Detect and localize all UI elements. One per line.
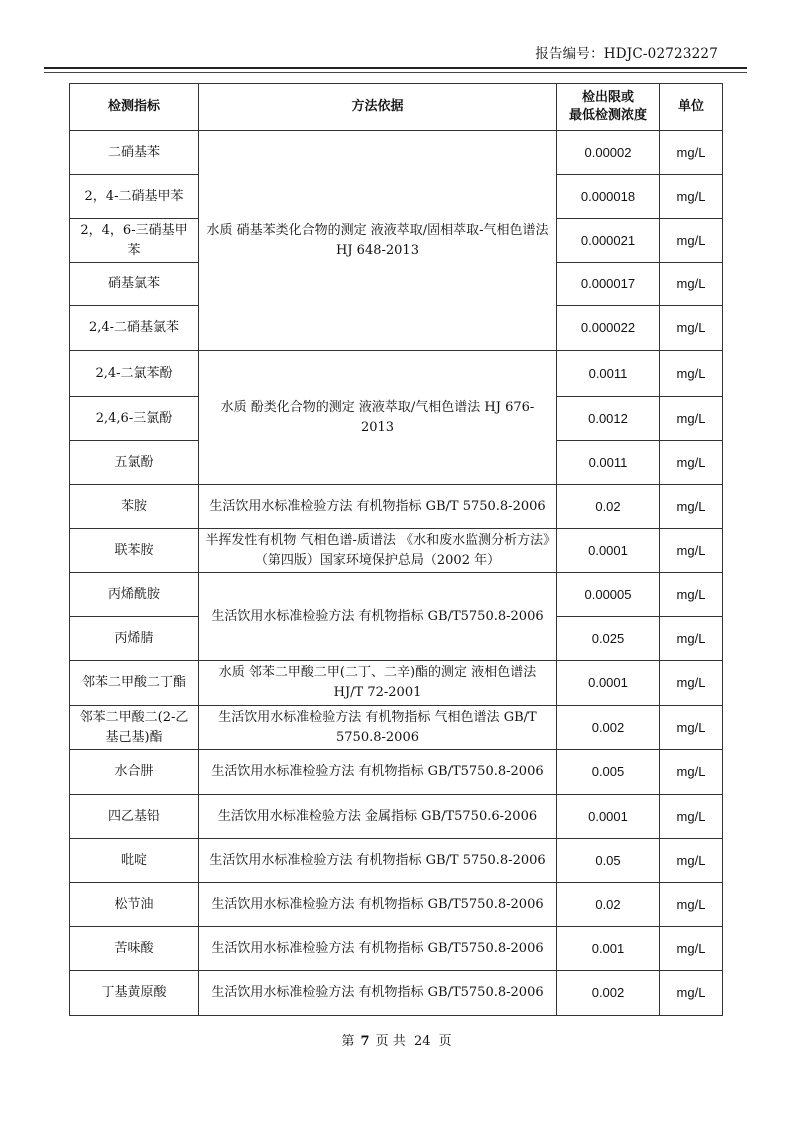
limit-cell: 0.05 xyxy=(557,839,660,883)
limit-cell: 0.0001 xyxy=(557,661,660,706)
method-cell: 生活饮用水标准检验方法 有机物指标 GB/T5750.8-2006 xyxy=(199,750,557,795)
unit-cell: mg/L xyxy=(660,839,723,883)
method-cell: 水质 硝基苯类化合物的测定 液液萃取/固相萃取-气相色谱法 HJ 648-2013 xyxy=(199,131,557,351)
header-limit-line1: 检出限或 xyxy=(581,90,634,105)
limit-cell: 0.0001 xyxy=(557,529,660,573)
limit-cell: 0.005 xyxy=(557,750,660,795)
limit-cell: 0.02 xyxy=(557,485,660,529)
unit-cell: mg/L xyxy=(660,485,723,529)
total-page-count: 24 xyxy=(413,1034,431,1049)
unit-cell: mg/L xyxy=(660,529,723,573)
limit-cell: 0.0011 xyxy=(557,441,660,485)
method-cell: 生活饮用水标准检验方法 有机物指标 GB/T 5750.8-2006 xyxy=(199,839,557,883)
unit-cell: mg/L xyxy=(660,927,723,971)
unit-cell: mg/L xyxy=(660,971,723,1016)
footer-suffix: 页 xyxy=(438,1034,452,1049)
indicator-cell: 苯胺 xyxy=(70,485,199,529)
method-cell: 生活饮用水标准检验方法 有机物指标 GB/T5750.8-2006 xyxy=(199,883,557,927)
page-footer xyxy=(0,1030,793,1049)
indicator-cell: 水合肼 xyxy=(70,750,199,795)
indicator-cell: 2,4,6-三氯酚 xyxy=(70,397,199,441)
unit-cell: mg/L xyxy=(660,397,723,441)
indicator-cell: 丁基黄原酸 xyxy=(70,971,199,1016)
unit-cell: mg/L xyxy=(660,617,723,661)
header-indicator: 检测指标 xyxy=(70,84,199,131)
unit-cell: mg/L xyxy=(660,263,723,306)
limit-cell: 0.025 xyxy=(557,617,660,661)
unit-cell: mg/L xyxy=(660,661,723,706)
indicator-cell: 苦味酸 xyxy=(70,927,199,971)
table-row xyxy=(70,750,723,795)
method-cell: 水质 邻苯二甲酸二甲(二丁、二辛)酯的测定 液相色谱法 HJ/T 72-2001 xyxy=(199,661,557,706)
indicator-cell: 五氯酚 xyxy=(70,441,199,485)
indicator-cell: 硝基氯苯 xyxy=(70,263,199,306)
indicator-cell: 丙烯酰胺 xyxy=(70,573,199,617)
unit-cell: mg/L xyxy=(660,706,723,750)
indicator-cell: 吡啶 xyxy=(70,839,199,883)
unit-cell: mg/L xyxy=(660,795,723,839)
table-row xyxy=(70,971,723,1016)
unit-cell: mg/L xyxy=(660,573,723,617)
footer-prefix: 第 xyxy=(341,1034,355,1049)
header-rule-thin xyxy=(44,72,747,73)
method-cell: 生活饮用水标准检验方法 有机物指标 GB/T 5750.8-2006 xyxy=(199,485,557,529)
unit-cell: mg/L xyxy=(660,219,723,263)
table-row xyxy=(70,927,723,971)
indicator-cell: 联苯胺 xyxy=(70,529,199,573)
limit-cell: 0.002 xyxy=(557,971,660,1016)
header-limit xyxy=(557,84,660,131)
unit-cell: mg/L xyxy=(660,131,723,175)
current-page-number: 7 xyxy=(360,1034,370,1049)
limit-cell: 0.0011 xyxy=(557,351,660,397)
report-number: 报告编号：HDJC-02723227 xyxy=(535,46,718,62)
limit-cell: 0.02 xyxy=(557,883,660,927)
header-method: 方法依据 xyxy=(199,84,557,131)
table-row xyxy=(70,485,723,529)
method-cell: 生活饮用水标准检验方法 有机物指标 气相色谱法 GB/T 5750.8-2006 xyxy=(199,706,557,750)
method-cell: 生活饮用水标准检验方法 有机物指标 GB/T5750.8-2006 xyxy=(199,573,557,661)
unit-cell: mg/L xyxy=(660,351,723,397)
table-row xyxy=(70,131,723,175)
detection-limits-table xyxy=(69,83,723,1016)
table-row xyxy=(70,661,723,706)
limit-cell: 0.000021 xyxy=(557,219,660,263)
table-row xyxy=(70,839,723,883)
table-row xyxy=(70,795,723,839)
unit-cell: mg/L xyxy=(660,441,723,485)
method-cell: 生活饮用水标准检验方法 有机物指标 GB/T5750.8-2006 xyxy=(199,927,557,971)
table-row xyxy=(70,529,723,573)
indicator-cell: 2,4-二硝基氯苯 xyxy=(70,306,199,351)
method-cell: 半挥发性有机物 气相色谱-质谱法 《水和废水监测分析方法》（第四版）国家环境保护总局（2002 年） xyxy=(199,529,557,573)
method-cell: 水质 酚类化合物的测定 液液萃取/气相色谱法 HJ 676-2013 xyxy=(199,351,557,485)
limit-cell: 0.002 xyxy=(557,706,660,750)
header-unit: 单位 xyxy=(660,84,723,131)
limit-cell: 0.0012 xyxy=(557,397,660,441)
limit-cell: 0.000017 xyxy=(557,263,660,306)
header-rule-thick xyxy=(44,67,747,69)
unit-cell: mg/L xyxy=(660,750,723,795)
indicator-cell: 丙烯腈 xyxy=(70,617,199,661)
table-row xyxy=(70,573,723,617)
table-header-row xyxy=(70,84,723,131)
limit-cell: 0.00005 xyxy=(557,573,660,617)
header-limit-line2: 最低检测浓度 xyxy=(568,108,647,123)
indicator-cell: 四乙基铅 xyxy=(70,795,199,839)
indicator-cell: 2，4-二硝基甲苯 xyxy=(70,175,199,219)
table-row xyxy=(70,706,723,750)
indicator-cell: 松节油 xyxy=(70,883,199,927)
limit-cell: 0.000018 xyxy=(557,175,660,219)
table-row xyxy=(70,351,723,397)
unit-cell: mg/L xyxy=(660,306,723,351)
indicator-cell: 二硝基苯 xyxy=(70,131,199,175)
unit-cell: mg/L xyxy=(660,175,723,219)
footer-middle: 页 共 xyxy=(375,1034,406,1049)
indicator-cell: 2,4-二氯苯酚 xyxy=(70,351,199,397)
indicator-cell: 2，4，6-三硝基甲苯 xyxy=(70,219,199,263)
limit-cell: 0.001 xyxy=(557,927,660,971)
limit-cell: 0.00002 xyxy=(557,131,660,175)
method-cell: 生活饮用水标准检验方法 金属指标 GB/T5750.6-2006 xyxy=(199,795,557,839)
limit-cell: 0.000022 xyxy=(557,306,660,351)
unit-cell: mg/L xyxy=(660,883,723,927)
method-cell: 生活饮用水标准检验方法 有机物指标 GB/T5750.8-2006 xyxy=(199,971,557,1016)
table-row xyxy=(70,883,723,927)
indicator-cell: 邻苯二甲酸二(2-乙基己基)酯 xyxy=(70,706,199,750)
indicator-cell: 邻苯二甲酸二丁酯 xyxy=(70,661,199,706)
limit-cell: 0.0001 xyxy=(557,795,660,839)
